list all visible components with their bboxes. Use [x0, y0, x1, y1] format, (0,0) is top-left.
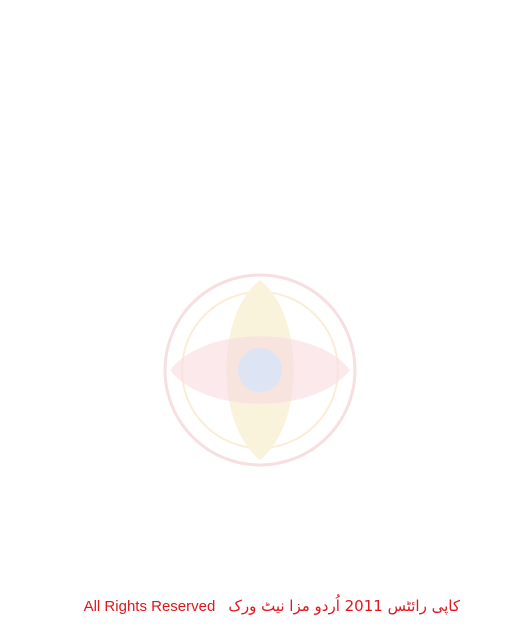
story-paragraph-1 [8, 2, 512, 210]
copyright-footer [84, 596, 460, 615]
all-rights-reserved-text: All Rights Reserved [83, 598, 216, 615]
story-highlight-paragraph [8, 214, 512, 296]
copyright-text: کاپی رائٹس 2011 اُردو مزا نیٹ ورک [228, 597, 460, 615]
story-paragraph-2 [8, 298, 512, 581]
